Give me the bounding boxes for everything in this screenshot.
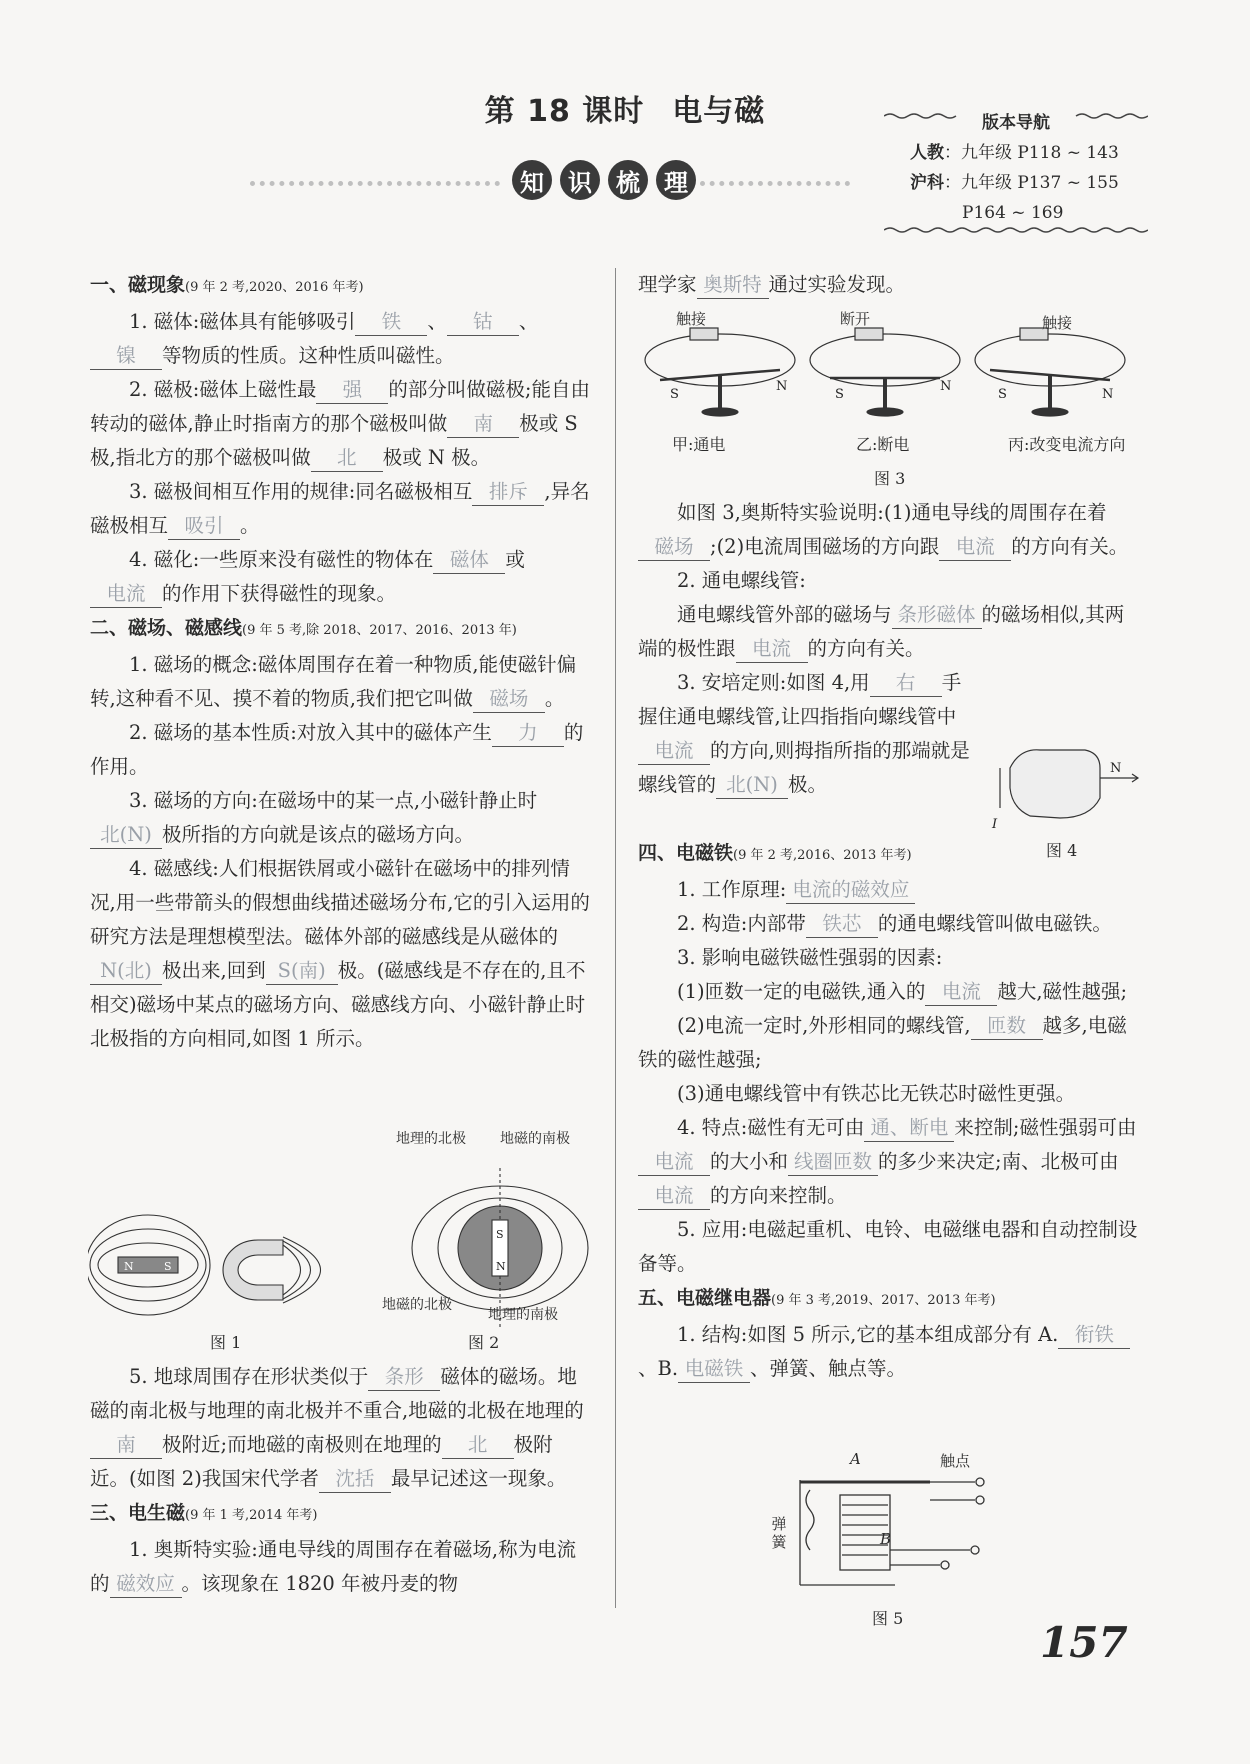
right-column-top (638, 268, 1138, 302)
dotted-rule-left (250, 181, 500, 190)
blank-answer: 奥斯特 (697, 272, 769, 299)
banner-char: 梳 (608, 160, 648, 200)
lesson-number: 第 18 课时 (484, 94, 645, 129)
blank-answer: 南 (90, 1432, 162, 1459)
paragraph: 4. 磁化:一些原来没有磁性的物体在 磁体 或电流 的作用下获得磁性的现象。 (90, 543, 590, 611)
figure-3-caption: 图 3 (874, 469, 906, 488)
svg-text:N: N (776, 379, 788, 394)
svg-text:N: N (496, 1260, 506, 1273)
blank-answer: 排斥 (472, 479, 544, 506)
paragraph: 3. 磁场的方向:在磁场中的某一点,小磁针静止时北(N) 极所指的方向就是该点的磁场方向。 (90, 784, 590, 852)
fig2-label-mag-south: 地磁的南极 (500, 1131, 570, 1147)
fig3-caption-a: 甲:通电 (672, 435, 726, 454)
paragraph: 理学家 奥斯特 通过实验发现。 (638, 268, 1138, 302)
blank-answer: 磁场 (473, 686, 545, 713)
blank-answer: 磁效应 (110, 1571, 182, 1598)
blank-answer: 电流 (925, 979, 997, 1006)
blank-answer: 匝数 (971, 1013, 1043, 1040)
paragraph: 1. 结构:如图 5 所示,它的基本组成部分有 A. 衔铁、B. 电磁铁 、弹簧、触点等。 (638, 1318, 1138, 1386)
figure-4-caption: 图 4 (1046, 841, 1078, 860)
paragraph: 2. 构造:内部带 铁芯 的通电螺线管叫做电磁铁。 (638, 907, 1138, 941)
nav-line-huke-2: P164 ~ 169 (962, 203, 1064, 223)
blank-answer: 线圈匝数 (788, 1149, 878, 1176)
svg-text:N: N (940, 379, 952, 394)
section-banner (250, 160, 720, 206)
blank-answer: 磁场 (638, 534, 710, 561)
blank-answer: 强 (316, 377, 388, 404)
blank-answer: 北(N) (90, 822, 162, 849)
fig2-label-geo-north: 地理的北极 (396, 1131, 466, 1147)
blank-answer: 吸引 (168, 513, 240, 540)
fig3-caption-b: 乙:断电 (856, 435, 910, 454)
blank-answer: 电流 (736, 636, 808, 663)
blank-answer: 力 (492, 720, 564, 747)
paragraph: 1. 磁体:磁体具有能够吸引 铁 、 钴 、镍 等物质的性质。这种性质叫磁性。 (90, 305, 590, 373)
paragraph: 3. 安培定则:如图 4,用 右 手握住通电螺线管,让四指指向螺线管中电流 的方向,则拇指所指的那端就是螺线管的 北(N) 极。 (638, 666, 978, 802)
banner-char: 知 (512, 160, 552, 200)
blank-answer: S(南) (266, 958, 338, 985)
paragraph: 3. 影响电磁铁磁性强弱的因素: (677, 946, 943, 969)
svg-text:S: S (496, 1228, 504, 1241)
paragraph: 1. 工作原理: 电流的磁效应 (638, 873, 1138, 907)
blank-answer: 电流 (638, 738, 710, 765)
banner-char: 理 (656, 160, 696, 200)
version-nav-box (884, 108, 1148, 234)
blank-answer: 沈括 (319, 1466, 391, 1493)
figure-1-magnetic-field-lines (88, 1195, 368, 1335)
fig5-label-spring: 弹簧 (771, 1515, 787, 1551)
blank-answer: 铁 (355, 309, 427, 336)
blank-answer: 钴 (447, 309, 519, 336)
paragraph: 1. 奥斯特实验:通电导线的周围存在着磁场,称为电流的 磁效应 。该现象在 1820 年被丹麦的物 (90, 1533, 590, 1601)
paragraph: (3)通电螺线管中有铁芯比无铁芯时磁性更强。 (677, 1082, 1076, 1105)
blank-answer: 铁芯 (806, 911, 878, 938)
blank-answer: 电流 (939, 534, 1011, 561)
svg-text:N: N (124, 1260, 134, 1273)
blank-answer: 磁体 (433, 547, 505, 574)
blank-answer: 北(N) (716, 772, 788, 799)
lesson-topic: 电与磁 (672, 94, 766, 129)
nav-line-renjiao: 人教：九年级 P118 ~ 143 (910, 143, 1119, 163)
paragraph: 1. 磁场的概念:磁体周围存在着一种物质,能使磁针偏转,这种看不见、摸不着的物质,我们把它叫做 磁场 。 (90, 648, 590, 716)
blank-answer: 北 (311, 445, 383, 472)
blank-answer: 条形磁体 (892, 602, 982, 629)
paragraph: 3. 磁极间相互作用的规律:同名磁极相互 排斥 ,异名磁极相互 吸引 。 (90, 475, 590, 543)
banner-char: 识 (560, 160, 600, 200)
blank-answer: 条形 (368, 1364, 440, 1391)
figure-5-caption: 图 5 (872, 1609, 904, 1628)
paragraph: (1)匝数一定的电磁铁,通入的 电流 越大,磁性越强; (638, 975, 1138, 1009)
left-column (90, 268, 590, 1056)
blank-answer: 衔铁 (1058, 1322, 1130, 1349)
figure-4-ampere-rule-hand (990, 738, 1140, 838)
blank-answer: 电磁铁 (678, 1356, 750, 1383)
wave-border-bottom (884, 226, 1148, 234)
svg-text:S: S (670, 387, 679, 402)
fig5-label-a: A (850, 1450, 861, 1468)
fig5-label-b: B (880, 1530, 892, 1548)
wave-border-top (884, 112, 1148, 120)
left-column-lower (90, 1360, 590, 1601)
section-heading: 四、电磁铁(9 年 2 考,2016、2013 年考) (638, 842, 912, 864)
figure-2-caption: 图 2 (468, 1333, 500, 1352)
fig3-label-touch: 触接 (676, 310, 707, 328)
blank-answer: 电流 (638, 1149, 710, 1176)
paragraph: 2. 磁极:磁体上磁性最 强 的部分叫做磁极;能自由转动的磁体,静止时指南方的那个磁极叫做 南 极或 S 极,指北方的那个磁极叫做 北 极或 N 极。 (90, 373, 590, 475)
page-number: 157 (1040, 1618, 1128, 1667)
figure-5-relay-diagram (780, 1460, 1020, 1600)
svg-text:I: I (992, 817, 998, 832)
section-heading: 三、电生磁(9 年 1 考,2014 年考) (90, 1502, 318, 1524)
section-heading: 二、磁场、磁感线(9 年 5 考,除 2018、2017、2016、2013 年) (90, 617, 517, 639)
blank-answer: 南 (447, 411, 519, 438)
blank-answer: 北 (442, 1432, 514, 1459)
blank-answer: N(北) (90, 958, 162, 985)
blank-answer: 通、断电 (864, 1115, 954, 1142)
dotted-rule-right (700, 181, 850, 190)
paragraph: 通电螺线管外部的磁场与 条形磁体 的磁场相似,其两端的极性跟 电流 的方向有关。 (638, 598, 1138, 666)
paragraph: 4. 特点:磁性有无可由 通、断电 来控制;磁性强弱可由电流 的大小和 线圈匝数 的多少来决定;南、北极可由电流 的方向来控制。 (638, 1111, 1138, 1213)
svg-text:S: S (835, 387, 844, 402)
paragraph: 4. 磁感线:人们根据铁屑或小磁针在磁场中的排列情况,用一些带箭头的假想曲线描述磁场分布,它的引入运用的研究方法是理想模型法。磁体外部的磁感线是从磁体的N(北) 极出来,回到 S(南) 极。(磁感线是不存在的,且不相交)磁场中某点的磁场方向、磁感线方向、小磁针静止时北极指的方向相同,如图 1 所示。 (90, 857, 590, 1050)
figure-1-caption: 图 1 (210, 1333, 242, 1352)
svg-text:S: S (164, 1260, 172, 1273)
fig5-label-contact: 触点 (940, 1452, 971, 1470)
svg-text:N: N (1102, 387, 1114, 402)
nav-line-huke: 沪科：九年级 P137 ~ 155 (910, 173, 1119, 193)
svg-text:N: N (1110, 761, 1122, 776)
section-heading: 五、电磁继电器(9 年 3 考,2019、2017、2013 年考) (638, 1287, 996, 1309)
paragraph: (2)电流一定时,外形相同的螺线管, 匝数 越多,电磁铁的磁性越强; (638, 1014, 1127, 1071)
section-heading: 一、磁现象(9 年 2 考,2020、2016 年考) (90, 274, 364, 296)
blank-answer: 右 (870, 670, 942, 697)
blank-answer: 电流 (90, 581, 162, 608)
paragraph: 2. 磁场的基本性质:对放入其中的磁体产生 力 的作用。 (90, 721, 584, 778)
fig3-label-off: 断开 (840, 310, 871, 328)
right-column-lower (638, 836, 1138, 1386)
blank-answer: 电流 (638, 1183, 710, 1210)
fig2-label-geo-south: 地理的南极 (488, 1307, 558, 1323)
paragraph: 5. 应用:电磁起重机、电铃、电磁继电器和自动控制设备等。 (638, 1218, 1138, 1275)
blank-answer: 电流的磁效应 (786, 877, 915, 904)
nav-title: 版本导航 (982, 113, 1050, 133)
paragraph: 5. 地球周围存在形状类似于 条形 磁体的磁场。地磁的南北极与地理的南北极并不重合,地磁的北极在地理的南 极附近;而地磁的南极则在地理的 北 极附近。(如图 2)我国宋代学者 沈括 最早记述这一现象。 (90, 1360, 590, 1496)
fig2-label-mag-north: 地磁的北极 (382, 1297, 452, 1313)
fig3-label-touch2: 触接 (1042, 314, 1073, 332)
column-divider (615, 268, 616, 1608)
paragraph: 2. 通电螺线管: (677, 569, 806, 592)
fig3-caption-c: 丙:改变电流方向 (1008, 435, 1126, 454)
paragraph: 如图 3,奥斯特实验说明:(1)通电导线的周围存在着磁场 ;(2)电流周围磁场的方向跟 电流 的方向有关。 (638, 496, 1138, 564)
blank-answer: 镍 (90, 343, 162, 370)
svg-text:S: S (998, 387, 1007, 402)
